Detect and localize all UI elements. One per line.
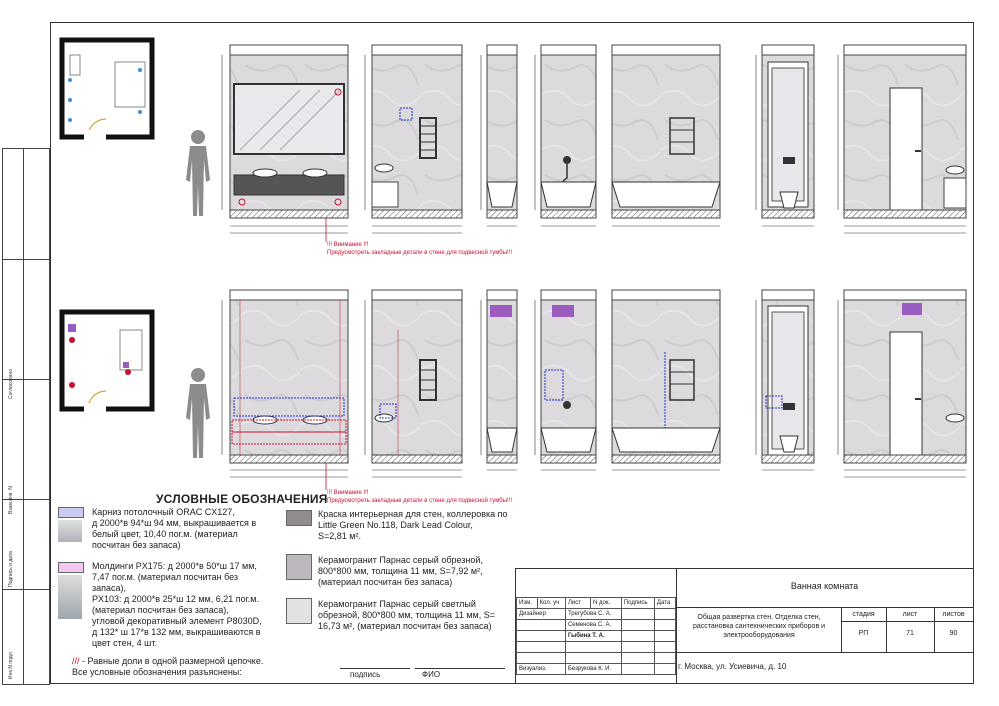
fio-label: ФИО (422, 670, 441, 679)
elevation-shower-top (541, 45, 596, 218)
signature-label: подпись (350, 670, 381, 679)
signature-line (340, 668, 410, 669)
legend-title: УСЛОВНЫЕ ОБОЗНАЧЕНИЯ (156, 492, 328, 506)
sidebar-label-replace: Взам.инв. N (8, 486, 14, 514)
floor-plan-top (62, 40, 152, 140)
warning-title-bottom: !!! Внимание !!! (327, 490, 369, 496)
elevation-toilet-bottom (762, 290, 814, 463)
legend-swatch-tile-light (286, 598, 312, 624)
warning-text-top: Предусмотреть закладные детали в стене для подвесной тумбы!!! (327, 250, 513, 256)
elevation-radiator-top (372, 45, 462, 218)
elevation-door-top (844, 45, 966, 218)
sidebar-label-agreed: Согласовано (8, 368, 14, 399)
elevation-bath-long-top (612, 45, 720, 218)
sheets-label: листов (942, 611, 965, 618)
legend-swatch-tile-grey (286, 554, 312, 580)
sheet-value: 71 (906, 630, 914, 637)
sheet-description: Общая развертка стен. Отделка стен, расстановка сантехнических приборов и электрооборудования (692, 614, 826, 639)
elevation-door-bottom (844, 290, 966, 463)
warning-title-top: !!! Внимание !!! (327, 242, 369, 248)
warning-text-bottom: Предусмотреть закладные детали в стене для подвесной тумбы!!! (327, 498, 513, 504)
elevation-vanity-top (230, 45, 348, 218)
legend-swatch-molding (58, 562, 84, 573)
elevation-bath-end-top (487, 45, 517, 218)
elevation-radiator-bottom (372, 290, 462, 463)
legend-note: /// - Равные доли в одной размерной цепочке. Все условные обозначения разъяснены: (72, 656, 264, 677)
address: г. Москва, ул. Усиевича, д. 10 (678, 662, 787, 671)
sidebar-label-inv: Инв.N подл. (8, 650, 14, 679)
legend-item-cornice: Карниз потолочный ORAC CX127, д 2000*в 94*ш 94 мм, выкрашивается в белый цвет, 10,40 пог.м. (материал посчитан без запаса) (92, 507, 257, 550)
stage-value: РП (858, 630, 869, 637)
legend-item-tile-grey: Керамогранит Парнас серый обрезной, 800*800 мм, толщина 11 мм, S=7,92 м², (материал посчитан без запаса) (318, 555, 483, 587)
sheet-label: лист (902, 611, 918, 618)
fio-line (415, 668, 505, 669)
human-figure-top (186, 130, 210, 216)
legend-item-tile-light: Керамогранит Парнас серый светлый обрезной, 800*800 мм, толщина 11 мм, S= 16,73 м², (материал посчитан без запаса) (318, 599, 495, 631)
room-name: Ванная комната (790, 581, 859, 591)
elevation-vanity-bottom (230, 290, 348, 463)
stage-label: стадия (852, 611, 875, 618)
legend-item-molding: Молдинги PX175: д 2000*в 50*ш 17 мм, 7,47 пог.м. (материал посчитан без запаса), PX103: д 2000*в 25*ш 12 мм, 6,21 пог.м. (материал посчитан без запаса), угловой декоративный элемент P8030D, д 132* ш 17*в 132 мм, выкрашиваются в цвет стен, 4 шт. (92, 561, 262, 648)
title-block-signatures: Изм. Кол. уч Лист N док. Подпись Дата Дизайнер Трегубова С. А. Семенова С. А. Гыбина Т. А. Визуализ. Безрукова К. И. (516, 597, 676, 675)
elevation-toilet-top (762, 45, 814, 218)
human-figure-bottom (186, 368, 210, 458)
legend-swatch-paint (286, 510, 312, 526)
legend-swatch-cornice (58, 507, 84, 518)
floor-plan-bottom (62, 312, 152, 413)
elevation-shower-bottom (541, 290, 596, 463)
legend-item-paint: Краска интерьерная для стен, коллеровка по Little Green No.118, Dark Lead Colour, S=2,81 м². (318, 509, 508, 541)
elevation-bath-end-bottom (487, 290, 517, 463)
molding-profile-image (58, 575, 82, 619)
title-block (515, 568, 974, 684)
cornice-profile-image (58, 520, 82, 542)
sidebar-label-sign-date: Подпись и дата (8, 551, 14, 587)
elevation-bath-long-bottom (612, 290, 720, 463)
sheets-value: 90 (949, 630, 958, 637)
